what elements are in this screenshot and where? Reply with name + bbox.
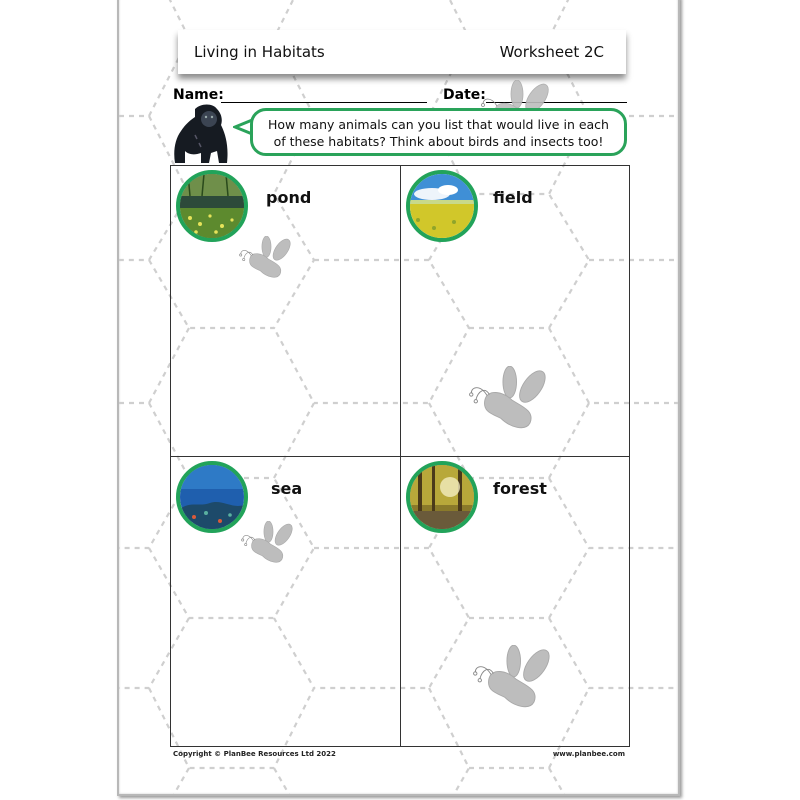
pond-photo <box>176 170 248 242</box>
copyright-text: Copyright © PlanBee Resources Ltd 2022 <box>173 750 336 758</box>
habitat-cell-pond[interactable] <box>171 166 400 456</box>
date-label: Date: <box>443 87 486 103</box>
website-link[interactable]: www.planbee.com <box>552 750 625 758</box>
instruction-speech-bubble <box>250 108 627 156</box>
habitat-label-pond: pond <box>266 188 312 207</box>
habitat-label-sea: sea <box>271 479 303 498</box>
habitat-label-field: field <box>493 188 533 207</box>
name-label: Name: <box>173 87 224 103</box>
habitat-label-forest: forest <box>493 479 547 498</box>
bee-icon <box>239 236 297 280</box>
bee-icon <box>241 521 299 565</box>
habitat-cell-sea[interactable] <box>171 457 400 747</box>
field-photo <box>406 170 478 242</box>
bee-icon <box>469 366 555 432</box>
worksheet-number: Worksheet 2C <box>499 43 604 61</box>
instruction-line-2: of these habitats? Think about birds and insects too! <box>273 134 604 149</box>
instruction-line-1: How many animals can you list that would live in each <box>268 117 609 132</box>
habitat-cell-field[interactable] <box>401 166 630 456</box>
title-banner <box>178 30 626 74</box>
habitat-grid <box>170 165 630 747</box>
habitat-cell-forest[interactable] <box>401 457 630 747</box>
worksheet-page <box>117 0 680 796</box>
gorilla-icon <box>171 103 235 165</box>
forest-photo <box>406 461 478 533</box>
bee-icon <box>473 645 559 711</box>
sea-photo <box>176 461 248 533</box>
name-field[interactable] <box>221 102 427 103</box>
worksheet-title: Living in Habitats <box>194 43 325 61</box>
